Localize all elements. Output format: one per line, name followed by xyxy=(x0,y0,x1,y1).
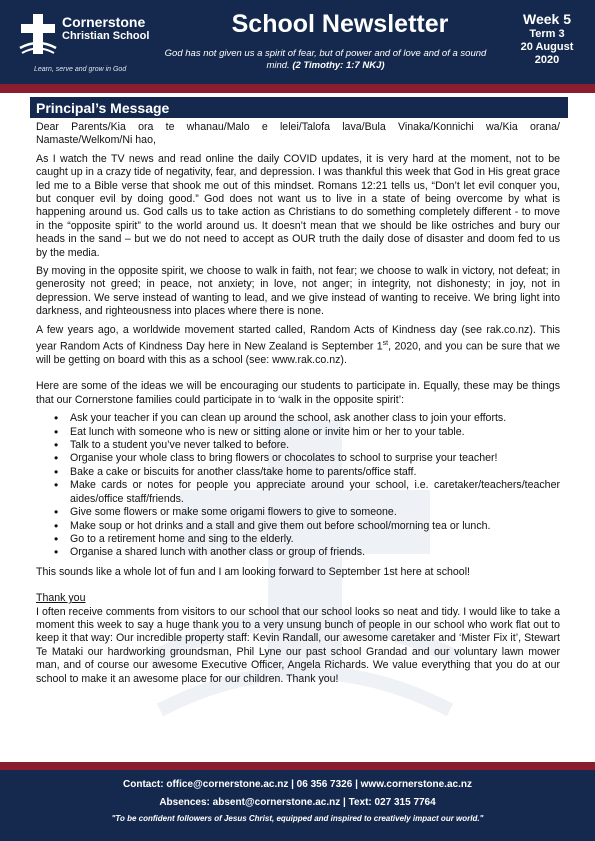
school-tagline: Learn, serve and grow in God xyxy=(34,66,127,73)
footer-absences: Absences: absent@cornerstone.ac.nz | Text: 027 315 7764 xyxy=(159,797,436,808)
principals-message-heading: Principal’s Message xyxy=(30,97,568,118)
greeting-paragraph: Dear Parents/Kia ora te whanau/Malo e lelei/Talofa lava/Bula Vinaka/Konnichi wa/Kia orana/ Namaste/Welkom/Ni hao, xyxy=(36,121,560,147)
date-ordinal: st xyxy=(382,340,389,348)
header-stripe xyxy=(0,84,595,93)
principals-message-body xyxy=(36,121,560,691)
list-item: • Give some flowers or make some origami flowers to give to someone. xyxy=(52,506,560,519)
newsletter-title: School Newsletter xyxy=(231,10,449,38)
body-paragraph: By moving in the opposite spirit, we choose to walk in faith, not fear; we choose to walk in victory, not defeat; in generosity not greed; in peace, not anxiety; in love, not anger; in integrity, not dishonesty; in joy, not in depression. We serve instead of wanting to lead, and we give instead of wanting to receive. We bring light into darkness, and righteousness into places where there is none. xyxy=(36,265,560,318)
thank-you-heading: Thank you xyxy=(36,592,86,605)
issue-date-year: 2020 xyxy=(534,54,560,66)
closing-paragraph: This sounds like a whole lot of fun and I am looking forward to September 1st here at school! xyxy=(36,565,470,578)
header-verse xyxy=(158,48,493,72)
thank-you-paragraph: I often receive comments from visitors to our school that our school looks so neat and tidy. I would like to take a moment this week to say a huge thank you to a very unsung bunch of people in our school who work flat out to keep it that way: Our incredible property staff: Kevin Randall, our awesome caretaker and ‘Mister Fix it’, Stewart Te Mataki our hardworking groundsman, Phil Lyne our past school Grandad and our voluntary lawn mower man, and of course our awesome Executive Officer, Angela Richards. We value everything that you do at our school to make it an awesome place for our children. Thank you! xyxy=(36,605,560,685)
list-item: • Organise your whole class to bring flowers or chocolates to school to surprise your teacher! xyxy=(52,452,560,465)
list-item: • Eat lunch with someone who is new or sitting alone or invite him or her to your table. xyxy=(52,426,560,439)
footer-contact: Contact: office@cornerstone.ac.nz | 06 356 7326 | www.cornerstone.ac.nz xyxy=(123,779,472,790)
verse-reference: (2 Timothy: 1:7 NKJ) xyxy=(292,60,385,71)
rak-text-start: A few years ago, a worldwide movement started called, Random Acts of Kindness day (see rak.co.nz). This year Random Acts of Kindness Day here in New Zealand is September 1 xyxy=(36,323,560,353)
cross-logo-icon xyxy=(18,12,58,56)
issue-date-day: 20 August xyxy=(520,41,574,53)
school-name-line1: Cornerstone xyxy=(62,14,146,30)
list-item: • Organise a shared lunch with another class or group of friends. xyxy=(52,546,560,559)
verse-text: God has not given us a spirit of fear, but of power and of love and of a sound mind. xyxy=(164,48,487,71)
term-label: Term 3 xyxy=(529,28,565,40)
list-item: • Make soup or hot drinks and a stall and give them out before school/morning tea or lunch. xyxy=(52,520,560,533)
list-item: • Go to a retirement home and sing to the elderly. xyxy=(52,533,560,546)
footer-stripe xyxy=(0,762,595,770)
newsletter-footer xyxy=(0,770,595,841)
list-item: • Ask your teacher if you can clean up around the school, ask another class to join your efforts. xyxy=(52,412,560,425)
ideas-intro-paragraph: Here are some of the ideas we will be encouraging our students to participate in. Equally, these may be things that our Cornerstone families could participate in to ‘walk in the opposite spirit’: xyxy=(36,380,560,406)
rak-text-end: , 2020, and you can be sure that we will be getting on board with this as a school (see: www.rak.co.nz). xyxy=(36,340,560,367)
list-item: • Make cards or notes for people you appreciate around your school, i.e. caretaker/teachers/teacher aides/office staff/friends. xyxy=(52,479,560,506)
week-label: Week 5 xyxy=(523,11,571,27)
body-paragraph: As I watch the TV news and read online the daily COVID updates, it is very hard at the moment, not to be caught up in a crazy tide of negativity, fear, and depression. I was thankful this week that God in His great grace led me to a Bible verse that shook me out of this mindset. Romans 12:21 tells us, “Don’t let evil conquer you, but conquer evil by doing good.” God does not want us to live in a state of being overcome by what is happening around us. God calls us to take action as Christians to do something completely different - to move in the “opposite spirit” to the world around us. It doesn’t mean that we should be like ostriches and bury our heads in the sand – but we do not need to accept as OUR truth the daily dose of disaster and doom fed to us by the media. xyxy=(36,152,560,259)
issue-info xyxy=(502,10,592,67)
kindness-ideas-list xyxy=(52,412,560,559)
footer-motto: "To be confident followers of Jesus Christ, equipped and inspired to creatively impact our world." xyxy=(111,814,484,823)
school-logo xyxy=(14,8,179,78)
school-name-line2: Christian School xyxy=(62,30,150,42)
rak-paragraph xyxy=(36,324,560,368)
list-item: • Talk to a student you’ve never talked to before. xyxy=(52,439,560,452)
newsletter-header xyxy=(0,0,595,84)
list-item: • Bake a cake or biscuits for another class/take home to parents/office staff. xyxy=(52,466,560,479)
